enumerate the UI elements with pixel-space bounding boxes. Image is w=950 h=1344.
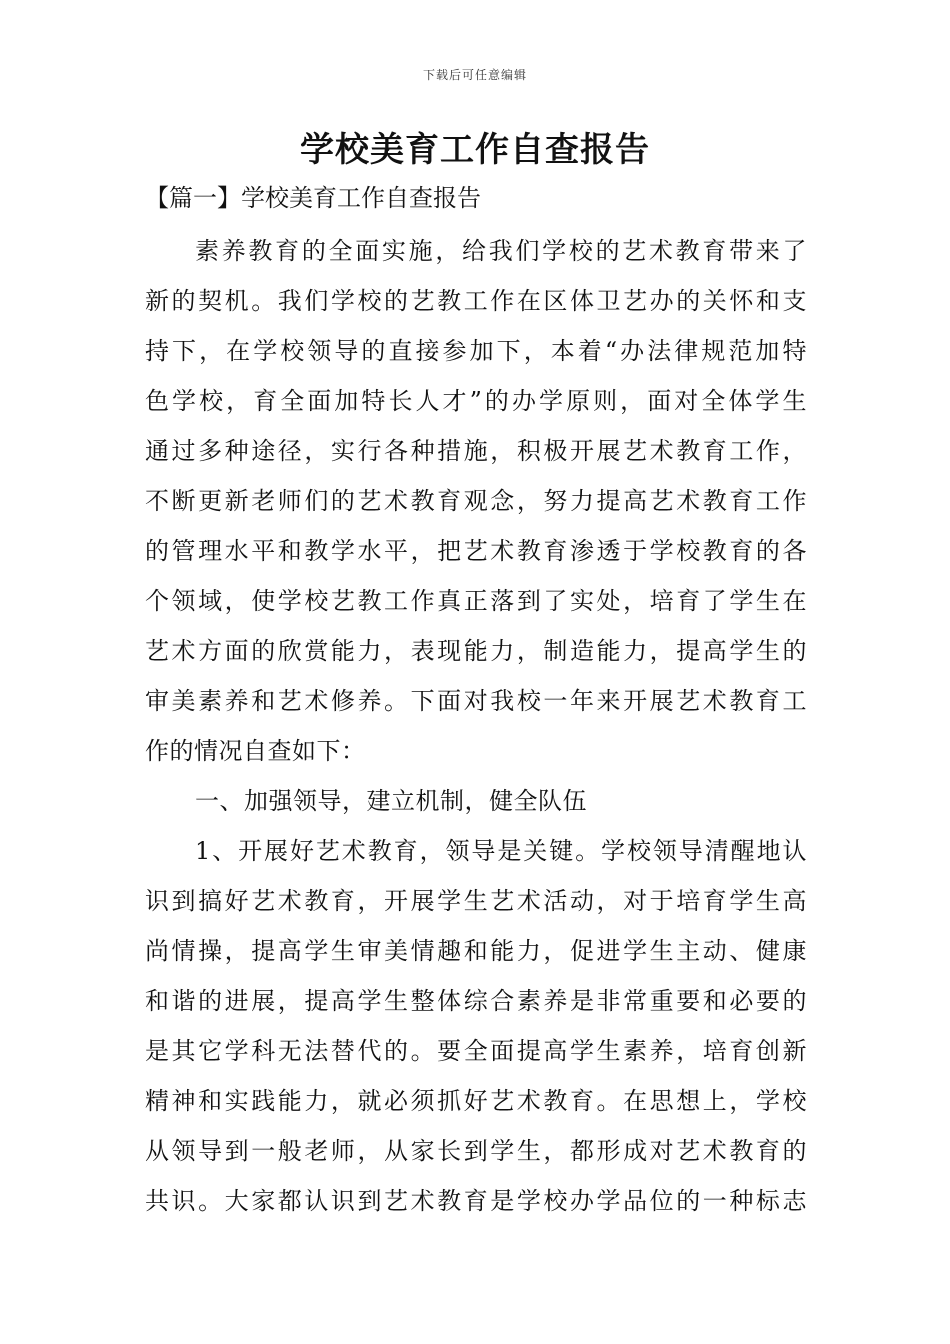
paragraph-line: 作的情况自查如下： <box>145 737 366 765</box>
paragraph-line: 是其它学科无法替代的。要全面提高学生素养，培育创新 <box>145 1037 807 1065</box>
paragraph-line: 素养教育的全面实施，给我们学校的艺术教育带来了 <box>195 237 807 265</box>
body-text <box>145 226 807 1226</box>
paragraph-line: 审美素养和艺术修养。下面对我校一年来开展艺术教育工 <box>145 687 807 715</box>
paragraph-line: 1、开展好艺术教育，领导是关键。学校领导清醒地认 <box>195 837 807 865</box>
paragraph-line: 不断更新老师们的艺术教育观念，努力提高艺术教育工作 <box>145 487 807 515</box>
paragraph-line: 识到搞好艺术教育，开展学生艺术活动，对于培育学生高 <box>145 887 807 915</box>
subheading: 一、加强领导，建立机制，健全队伍 <box>195 787 587 815</box>
document-title: 学校美育工作自查报告 <box>300 130 650 170</box>
paragraph-line: 通过多种途径，实行各种措施，积极开展艺术教育工作， <box>145 437 807 465</box>
section-heading: 【篇一】学校美育工作自查报告 <box>145 184 481 212</box>
paragraph-line: 精神和实践能力，就必须抓好艺术教育。在思想上，学校 <box>145 1087 807 1115</box>
paragraph-line: 个领域，使学校艺教工作真正落到了实处，培育了学生在 <box>145 587 807 615</box>
paragraph-line: 和谐的进展，提高学生整体综合素养是非常重要和必要的 <box>145 987 807 1015</box>
paragraph-line: 从领导到一般老师，从家长到学生，都形成对艺术教育的 <box>145 1137 807 1165</box>
paragraph-line: 艺术方面的欣赏能力，表现能力，制造能力，提高学生的 <box>145 637 807 665</box>
paragraph-line: 的管理水平和教学水平，把艺术教育渗透于学校教育的各 <box>145 537 807 565</box>
paragraph-line: 尚情操，提高学生审美情趣和能力，促进学生主动、健康 <box>145 937 807 965</box>
paragraph-line: 色学校，育全面加特长人才”的办学原则，面对全体学生 <box>145 387 807 415</box>
paragraph-line: 共识。大家都认识到艺术教育是学校办学品位的一种标志 <box>145 1187 807 1215</box>
header-note: 下载后可任意编辑 <box>422 68 527 82</box>
paragraph-line: 新的契机。我们学校的艺教工作在区体卫艺办的关怀和支 <box>145 287 807 315</box>
paragraph-line: 持下，在学校领导的直接参加下，本着“办法律规范加特 <box>145 337 807 365</box>
